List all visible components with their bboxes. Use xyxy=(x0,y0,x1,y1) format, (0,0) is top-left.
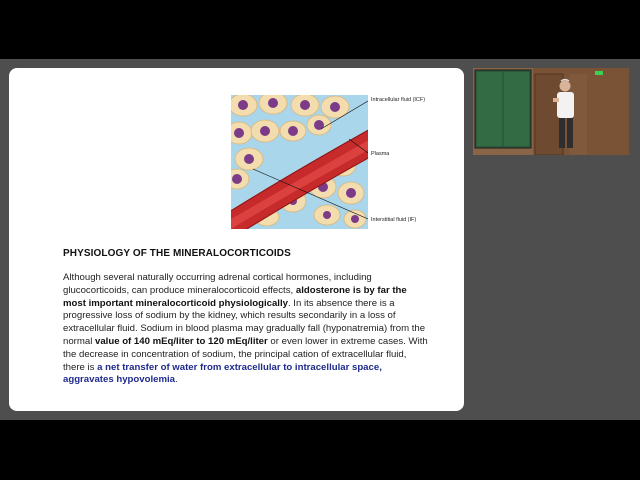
paragraph-text: Although several naturally occurring adrenal cortical hormones, including glucocorticoids, can produce mineralocorticoid effects, xyxy=(63,272,372,296)
paragraph-highlight: a net transfer of water from extracellular to intracellular space, aggravates hypovolemia xyxy=(63,361,382,386)
paragraph-text: . In its absence there is a progressive loss of sodium by the kidney, which results secondarily in a loss of extracellular fluid. Sodium in blood plasma may gradually fall (hyponatremia) from the normal xyxy=(63,297,426,347)
paragraph-text: or even lower in extreme cases. With the decrease in concentration of sodium, the principal cation of extracellular fluid, there is xyxy=(63,335,428,373)
interstitial-label: Interstitial fluid (IF) xyxy=(371,217,417,223)
speaker-video xyxy=(473,68,629,155)
slide-paragraph xyxy=(63,272,429,387)
fluid-compartments-figure xyxy=(231,95,368,229)
paragraph-emphasis: value of 140 mEq/liter to 120 mEq/liter xyxy=(95,335,268,347)
slide xyxy=(9,68,464,411)
presentation-stage xyxy=(0,59,640,420)
paragraph-emphasis: aldosterone is by far the most important mineralocorticoid physiologically xyxy=(63,284,407,309)
exit-sign xyxy=(595,71,603,75)
icf-label: Intracellular fluid (ICF) xyxy=(371,97,426,103)
slide-heading: PHYSIOLOGY OF THE MINERALOCORTICOIDS xyxy=(63,248,291,259)
plasma-label: Plasma xyxy=(371,151,390,157)
paragraph-text: . xyxy=(174,374,178,386)
